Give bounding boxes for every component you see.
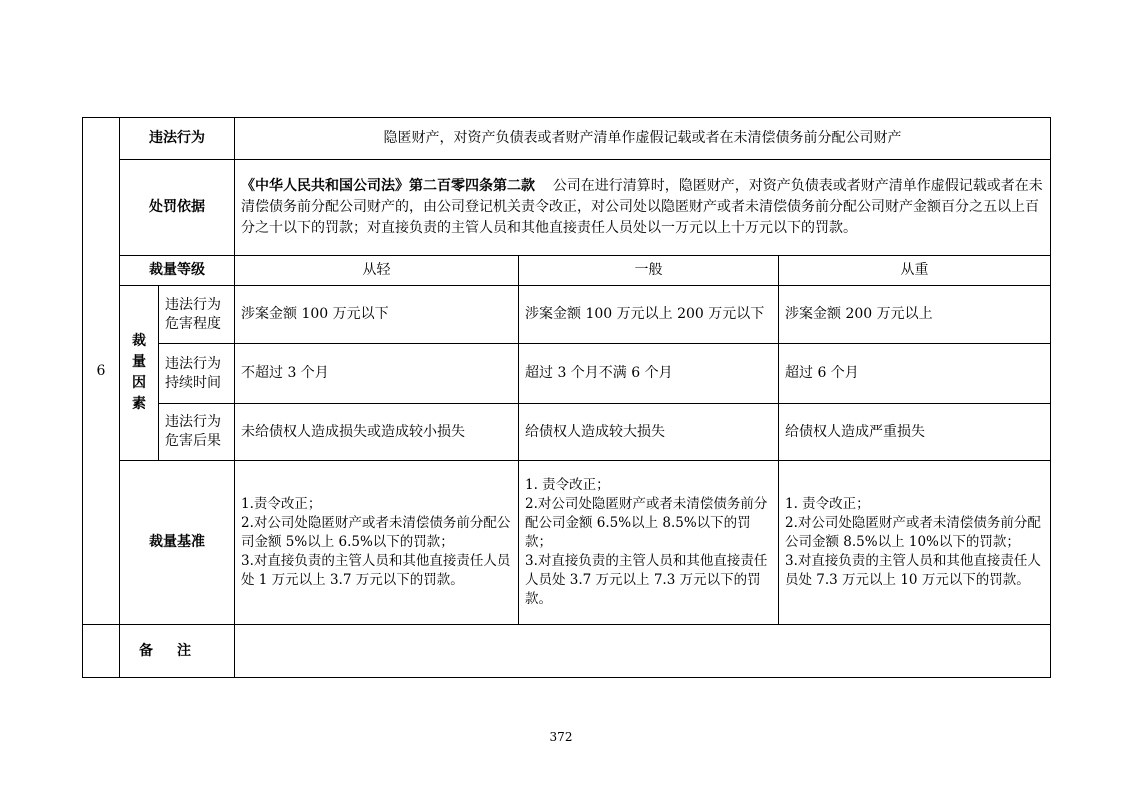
standard-item: 1.责令改正； [241, 496, 322, 512]
factor-label-line: 违法行为 [165, 355, 221, 372]
factor-label-line: 持续时间 [165, 374, 221, 391]
factor-light: 涉案金额 100 万元以下 [235, 286, 519, 344]
penalty-discretion-table [82, 117, 1051, 678]
violation-label: 违法行为 [120, 118, 235, 160]
factor-normal: 超过 3 个月不满 6 个月 [519, 344, 779, 404]
basis-label: 处罚依据 [120, 160, 235, 256]
standard-label: 裁量基准 [120, 461, 235, 625]
level-normal: 一般 [519, 256, 779, 286]
levels-row [83, 256, 1051, 286]
factor-label-line: 危害程度 [165, 315, 221, 332]
page-number: 372 [549, 730, 573, 744]
standard-item: 2.对公司处隐匿财产或者未清偿债务前分配公司金额 5%以上 6.5%以下的罚款； [241, 515, 511, 550]
violation-text: 隐匿财产，对资产负债表或者财产清单作虚假记载或者在未清偿债务前分配公司财产 [235, 118, 1051, 160]
factors-char: 量 [132, 354, 146, 370]
factor-row [83, 344, 1051, 404]
factor-heavy: 涉案金额 200 万元以上 [779, 286, 1051, 344]
factor-normal: 给债权人造成较大损失 [519, 404, 779, 461]
standard-heavy [779, 461, 1051, 625]
standard-light [235, 461, 519, 625]
standard-item: 1. 责令改正； [525, 477, 610, 493]
factor-label [159, 404, 235, 461]
remarks-label: 备注 [120, 625, 235, 678]
factor-label-line: 违法行为 [165, 296, 221, 313]
violation-row [83, 118, 1051, 160]
law-title: 《中华人民共和国公司法》第二百零四条第二款 [241, 178, 535, 194]
factor-row [83, 286, 1051, 344]
remarks-value [235, 625, 1051, 678]
factor-light: 不超过 3 个月 [235, 344, 519, 404]
factor-label [159, 286, 235, 344]
factor-normal: 涉案金额 100 万元以上 200 万元以下 [519, 286, 779, 344]
factor-heavy: 给债权人造成严重损失 [779, 404, 1051, 461]
standard-row [83, 461, 1051, 625]
factor-label-line: 危害后果 [165, 433, 221, 449]
factor-row [83, 404, 1051, 461]
factor-label [159, 344, 235, 404]
factors-char: 素 [132, 396, 146, 412]
factor-heavy: 超过 6 个月 [779, 344, 1051, 404]
levels-label: 裁量等级 [120, 256, 235, 286]
basis-row [83, 160, 1051, 256]
standard-normal [519, 461, 779, 625]
standard-item: 3.对直接负责的主管人员和其他直接责任人员处 7.3 万元以上 10 万元以下的罚款。 [785, 553, 1041, 588]
basis-cell [235, 160, 1051, 256]
level-heavy: 从重 [779, 256, 1051, 286]
remarks-row [83, 625, 1051, 678]
standard-item: 3.对直接负责的主管人员和其他直接责任人员处 3.7 万元以上 7.3 万元以下的罚款。 [525, 553, 768, 607]
standard-item: 2.对公司处隐匿财产或者未清偿债务前分配公司金额 8.5%以上 10%以下的罚款； [785, 515, 1041, 550]
factors-char: 裁 [132, 333, 146, 349]
factor-light: 未给债权人造成损失或造成较小损失 [235, 404, 519, 461]
row-number: 6 [83, 118, 120, 625]
factor-label-line: 违法行为 [165, 414, 221, 430]
factors-group-label [120, 286, 159, 461]
penalty-table-container [82, 117, 1050, 678]
standard-item: 3.对直接负责的主管人员和其他直接责任人员处 1 万元以上 3.7 万元以下的罚款。 [241, 553, 511, 588]
basis-text: 公司在进行清算时，隐匿财产，对资产负债表或者财产清单作虚假记载或者在未清偿债务前分配公司财产的，由公司登记机关责令改正，对公司处以隐匿财产或者未清偿债务前分配公司财产金额百分之五以上百分之十以下的罚款；对直接负责的主管人员和其他直接责任人员处以一万元以上十万元以下的罚款。 [241, 178, 1043, 236]
standard-item: 1. 责令改正； [785, 496, 870, 512]
level-light: 从轻 [235, 256, 519, 286]
factors-char: 因 [132, 375, 146, 391]
standard-item: 2.对公司处隐匿财产或者未清偿债务前分配公司金额 6.5%以上 8.5%以下的罚款； [525, 496, 768, 550]
